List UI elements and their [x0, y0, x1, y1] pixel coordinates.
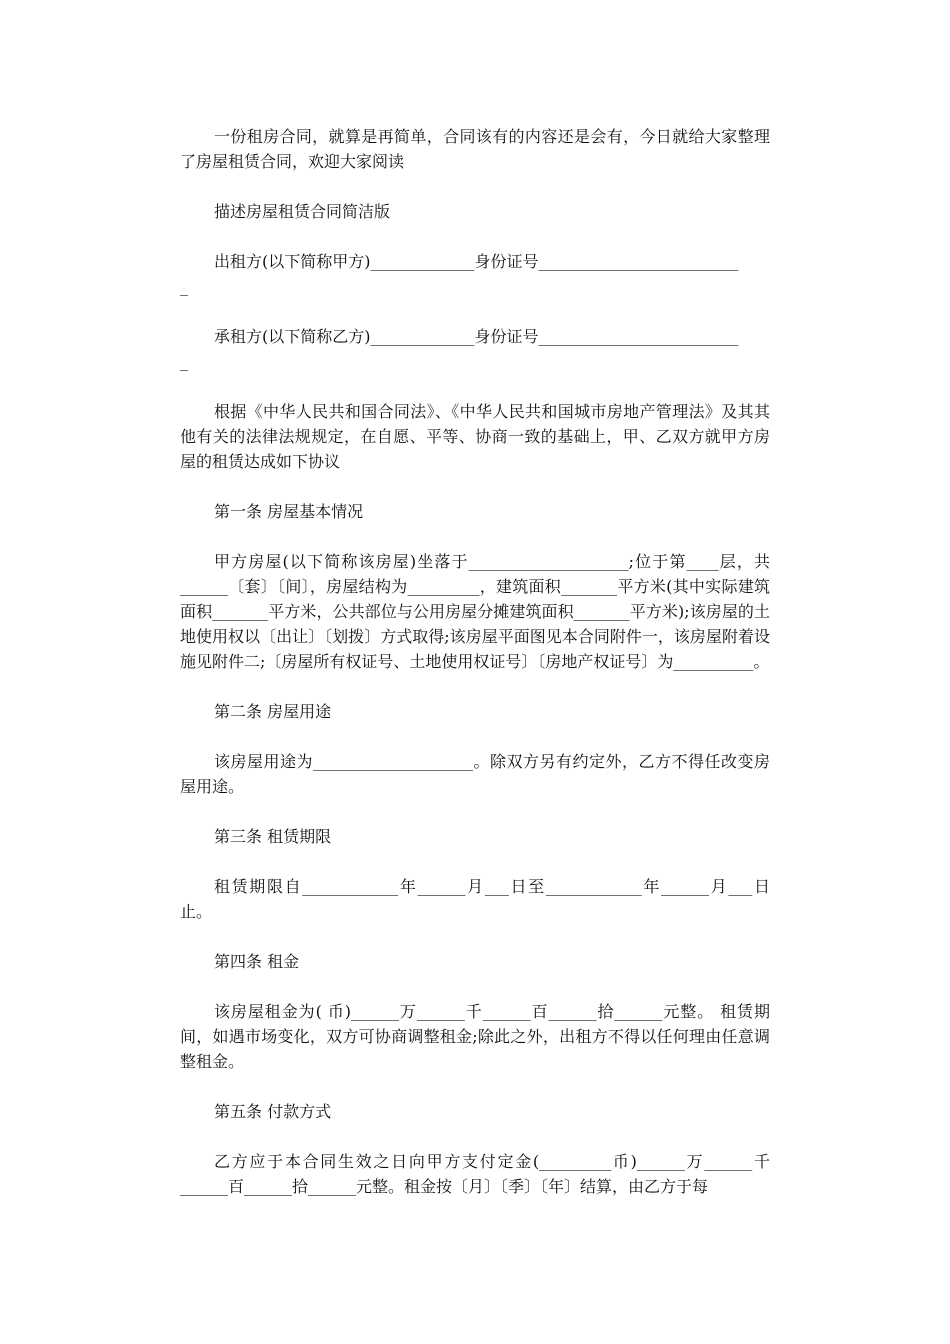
lessee-line-tail: _ [180, 352, 188, 371]
article-1-body: 甲方房屋(以下简称该房屋)坐落于____________________;位于第____层，共______〔套〕〔间〕，房屋结构为_________，建筑面积_______平方米(其中实际建筑面积_______平方米，公共部位与公用房屋分摊建筑面积_______平方米);该房屋的土地使用权以〔出让〕〔划拨〕方式取得;该房屋平面图见本合同附件一，该房屋附着设施见附件二;〔房屋所有权证号、土地使用权证号〕〔房地产权证号〕为__________。 [180, 552, 770, 671]
intro-paragraph: 一份租房合同，就算是再简单，合同该有的内容还是会有，今日就给大家整理了房屋租赁合同，欢迎大家阅读 [180, 127, 770, 171]
article-2-heading: 第二条 房屋用途 [214, 702, 332, 721]
article-5-body: 乙方应于本合同生效之日向甲方支付定金(_________币)______万______千______百______拾______元整。租金按〔月〕〔季〕〔年〕结算，由乙方于每 [180, 1152, 770, 1196]
article-4-body: 该房屋租金为( 币)______万______千______百______拾______元整。 租赁期间，如遇市场变化，双方可协商调整租金;除此之外，出租方不得以任何理由任意调整租金。 [180, 1002, 770, 1071]
article-3-heading: 第三条 租赁期限 [214, 827, 332, 846]
document-title: 描述房屋租赁合同简洁版 [214, 202, 391, 221]
article-3-body: 租赁期限自____________年______月___日至____________年______月___日止。 [180, 877, 770, 921]
article-5-heading: 第五条 付款方式 [214, 1102, 332, 1121]
lessee-line: 承租方(以下简称乙方)_____________身份证号_________________________ [214, 327, 739, 346]
article-2-body: 该房屋用途为____________________。除双方另有约定外，乙方不得任改变房屋用途。 [180, 752, 770, 796]
lessor-line-tail: _ [180, 277, 188, 296]
article-1-heading: 第一条 房屋基本情况 [214, 502, 364, 521]
document-page [180, 124, 770, 1224]
lessor-line: 出租方(以下简称甲方)_____________身份证号_________________________ [214, 252, 739, 271]
preamble-paragraph: 根据《中华人民共和国合同法》、《中华人民共和国城市房地产管理法》及其其他有关的法律法规规定，在自愿、平等、协商一致的基础上，甲、乙双方就甲方房屋的租赁达成如下协议 [180, 402, 770, 471]
article-4-heading: 第四条 租金 [214, 952, 300, 971]
